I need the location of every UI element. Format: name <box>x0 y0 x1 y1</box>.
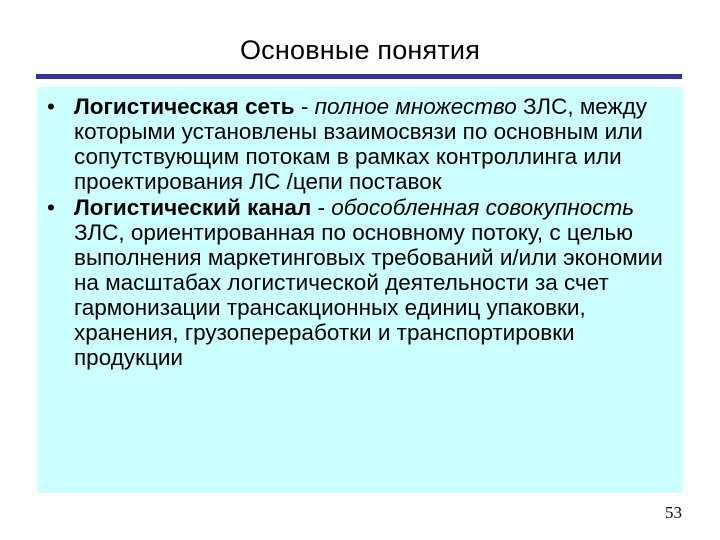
bullet-icon: • <box>47 195 55 220</box>
definition-item-logistic-network <box>37 94 683 194</box>
page-number: 53 <box>665 503 682 522</box>
title-divider <box>36 74 682 79</box>
definition-emphasis: обособленная совокупность <box>331 195 635 220</box>
definition-text: ЗЛС, ориентированная по основному потоку, с целью выполнения маркетинговых требований и/или экономии на масштабах логистической деятельности за счет гармонизации трансакционных единиц упаковки, хранения, грузопереработки и транспортировки продукции <box>74 220 663 370</box>
bullet-icon: • <box>47 94 55 119</box>
definition-emphasis: полное множество <box>314 94 517 119</box>
term-separator: - <box>311 195 332 220</box>
definition-item-logistic-channel <box>37 195 683 370</box>
slide-title: Основные понятия <box>239 35 481 65</box>
content-panel <box>37 87 683 493</box>
definition-text: ЗЛС, между которыми установлены взаимосвязи по основным или сопутствующим потокам в рамках контроллинга или проектирования ЛС /цепи поставок <box>74 94 647 194</box>
definitions-list <box>37 94 683 371</box>
term-separator: - <box>294 94 315 119</box>
term-logistic-network: Логистическая сеть <box>74 94 295 119</box>
term-logistic-channel: Логистический канал <box>74 195 312 220</box>
